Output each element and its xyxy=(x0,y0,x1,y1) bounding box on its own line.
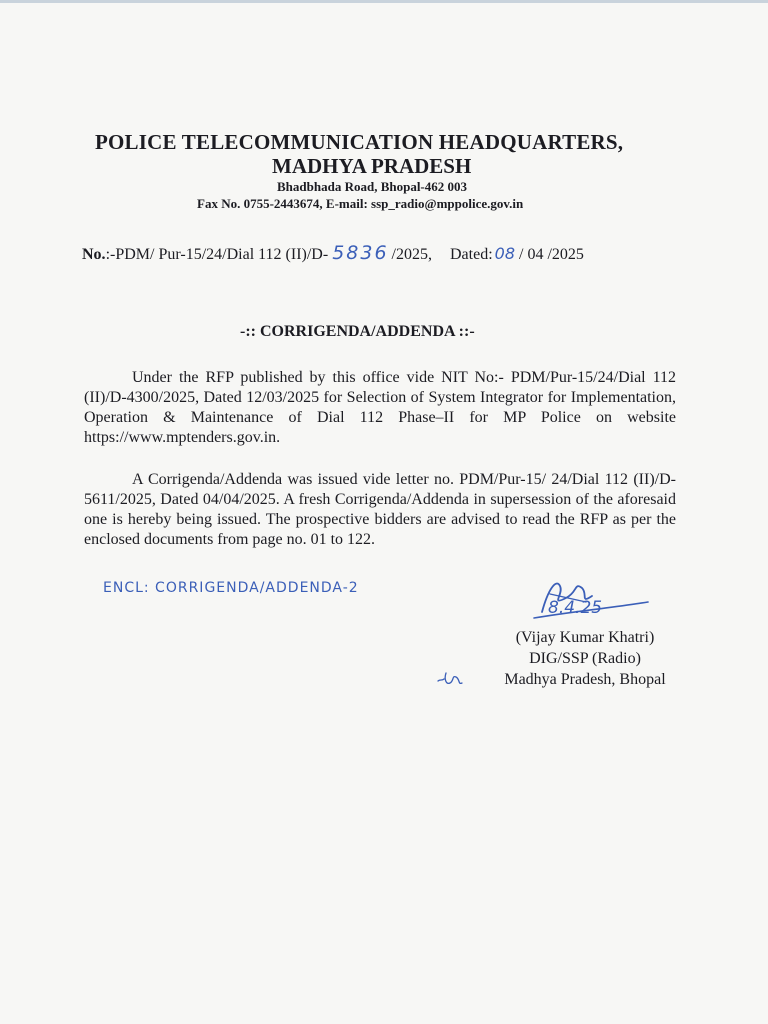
paragraph-text: Under the RFP published by this office vide NIT No:- PDM/Pur-15/24/Dial 112 (II)/D-4300/2025, Dated 12/03/2025 for Selection of System Integrator for Implementation, Operation & Maintenance of Dial 112 Phase–II for MP Police on website https://www.mptenders.gov.in. xyxy=(84,369,676,446)
signatory-designation: DIG/SSP (Radio) xyxy=(529,650,641,667)
initial-scribble xyxy=(436,669,464,689)
reference-year: /2025, xyxy=(391,246,432,263)
dated-label: Dated: xyxy=(450,246,493,263)
dated-day-handwritten: 08 xyxy=(494,244,516,263)
org-subtitle: MADHYA PRADESH xyxy=(272,154,472,178)
body-paragraph-2 xyxy=(84,470,676,550)
body-paragraph-1 xyxy=(84,368,676,448)
reference-prefix: :-PDM/ Pur-15/24/Dial 112 (II)/D- xyxy=(105,246,329,263)
org-title: POLICE TELECOMMUNICATION HEADQUARTERS, xyxy=(95,130,624,154)
dated-month-year: / 04 /2025 xyxy=(519,246,584,263)
reference-line xyxy=(82,242,584,264)
document-heading: -:: CORRIGENDA/ADDENDA ::- xyxy=(240,323,475,340)
signature-date-handwritten: 8.4.25 xyxy=(548,598,603,618)
org-address: Bhadbhada Road, Bhopal-462 003 xyxy=(277,179,468,194)
signatory-block xyxy=(470,627,700,690)
signatory-location: Madhya Pradesh, Bhopal xyxy=(504,671,666,688)
enclosure-note-handwritten: ENCL: CORRIGENDA/ADDENDA-2 xyxy=(103,580,359,596)
reference-no-label: No. xyxy=(82,246,106,263)
signatory-name: (Vijay Kumar Khatri) xyxy=(515,629,655,646)
paragraph-text: A Corrigenda/Addenda was issued vide letter no. PDM/Pur-15/ 24/Dial 112 (II)/D-5611/2025, Dated 04/04/2025. A fresh Corrigenda/Addenda in supersession of the aforesaid one is hereby being issued. The prospective bidders are advised to read the RFP as per the enclosed documents from page no. 01 to 122. xyxy=(84,471,676,548)
reference-number-handwritten: 5836 xyxy=(332,242,389,264)
org-contact: Fax No. 0755-2443674, E-mail: ssp_radio@mppolice.gov.in xyxy=(197,196,524,211)
